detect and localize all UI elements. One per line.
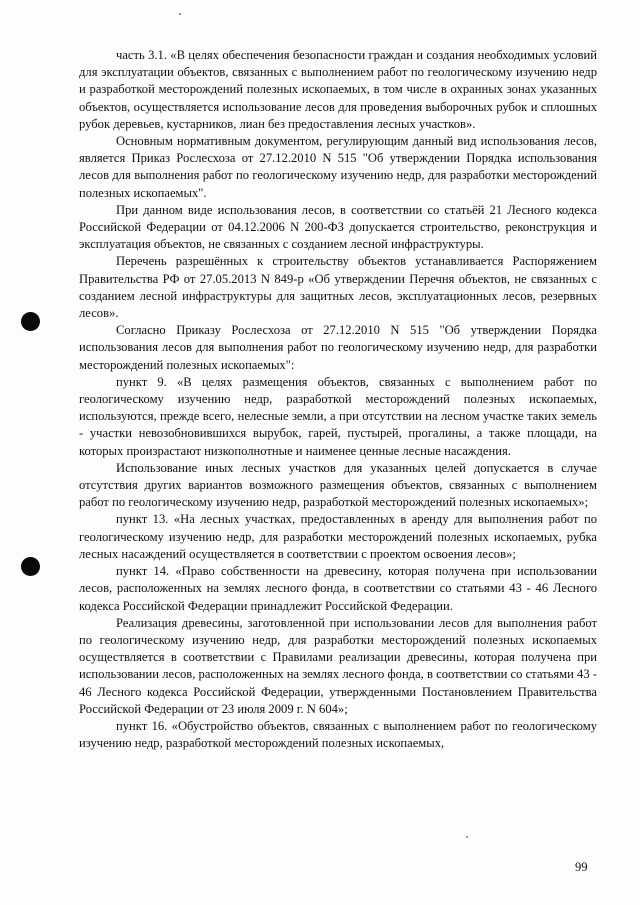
paragraph-permitted-objects: Перечень разрешённых к строительству объектов устанавливается Распоряжением Правительства РФ от 27.05.2013 N 849-р «Об утверждении Перечня объектов, не связанных с созданием лесной инфраструктуры для защитных лесов, эксплуатационных лесов, резервных лесов». [79,254,597,321]
paragraph-order-515: Согласно Приказу Рослесхоза от 27.12.2010 N 515 "Об утверждении Порядка использования лесов для выполнения работ по геологическому изучению недр, для разработки месторождений полезных ископаемых": [79,323,597,372]
paragraph-part-3-1: часть 3.1. «В целях обеспечения безопасности граждан и создания необходимых условий для эксплуатации объектов, связанных с выполнением работ по геологическому изучению недр и разработкой месторождений полезных ископаемых, в том числе в охранных зонах указанных объектов, осуществляется использование лесов для проведения выборочных рубок и сплошных рубок деревьев, кустарников, лиан без предоставления лесных участков». [79,48,597,131]
paragraph-article-21: При данном виде использования лесов, в соответствии со статьёй 21 Лесного кодекса Российской Федерации от 04.12.2006 N 200-ФЗ допускается строительство, реконструкция и эксплуатация объектов, не связанных с созданием лесной инфраструктуры. [79,202,597,252]
binder-hole-icon [21,557,40,576]
paragraph-item-13: пункт 13. «На лесных участках, предоставленных в аренду для выполнения работ по геологическому изучению недр, для разработки месторождений полезных ископаемых, рубка лесных насаждений осуществляется в соответствии с проектом освоения лесов»; [79,512,597,561]
paragraph-item-16: пункт 16. «Обустройство объектов, связанных с выполнением работ по геологическому изучению недр, разработкой месторождений полезных ископаемых, [79,718,597,751]
page-number: 99 [575,860,588,874]
scan-speck [466,836,468,838]
paragraph-timber-sale: Реализация древесины, заготовленной при использовании лесов для выполнения работ по геологическому изучению недр, для разработки месторождений полезных ископаемых осуществляется в соответствии с Правилами реализации древесины, которая получена при использовании лесов, расположенных на землях лесного фонда, в соответствии со статьями 43 - 46 Лесного кодекса Российской Федерации, утвержденными Постановлением Правительства Российской Федерации от 23 июля 2009 г. N 604»; [79,615,597,716]
paragraph-main-regulation: Основным нормативным документом, регулирующим данный вид использования лесов, является Приказ Рослесхоза от 27.12.2010 N 515 "Об утверждении Порядка использования лесов для выполнения работ по геологическому изучению недр, для разработки месторождений полезных ископаемых". [79,134,597,200]
paragraph-other-plots: Использование иных лесных участков для указанных целей допускается в случае отсутствия других вариантов возможного размещения объектов, связанных с выполнением работ по геологическому изучению недр, разработкой месторождений полезных ископаемых»; [79,460,597,510]
document-body [79,47,597,752]
scan-speck [179,13,181,15]
binder-hole-icon [21,312,40,331]
paragraph-item-9: пункт 9. «В целях размещения объектов, связанных с выполнением работ по геологическому изучению недр, разработкой месторождений полезных ископаемых, используются, прежде всего, нелесные земли, а при отсутствии на лесном участке таких земель - участки невозобновившихся вырубок, гарей, пустырей, прогалины, а также площади, на которых произрастают низкополнотные и наименее ценные лесные насаждения. [79,374,597,458]
paragraph-item-14: пункт 14. «Право собственности на древесину, которая получена при использовании лесов, расположенных на землях лесного фонда, в соответствии со статьями 43 - 46 Лесного кодекса Российской Федерации принадлежит Российской Федерации. [79,564,597,613]
